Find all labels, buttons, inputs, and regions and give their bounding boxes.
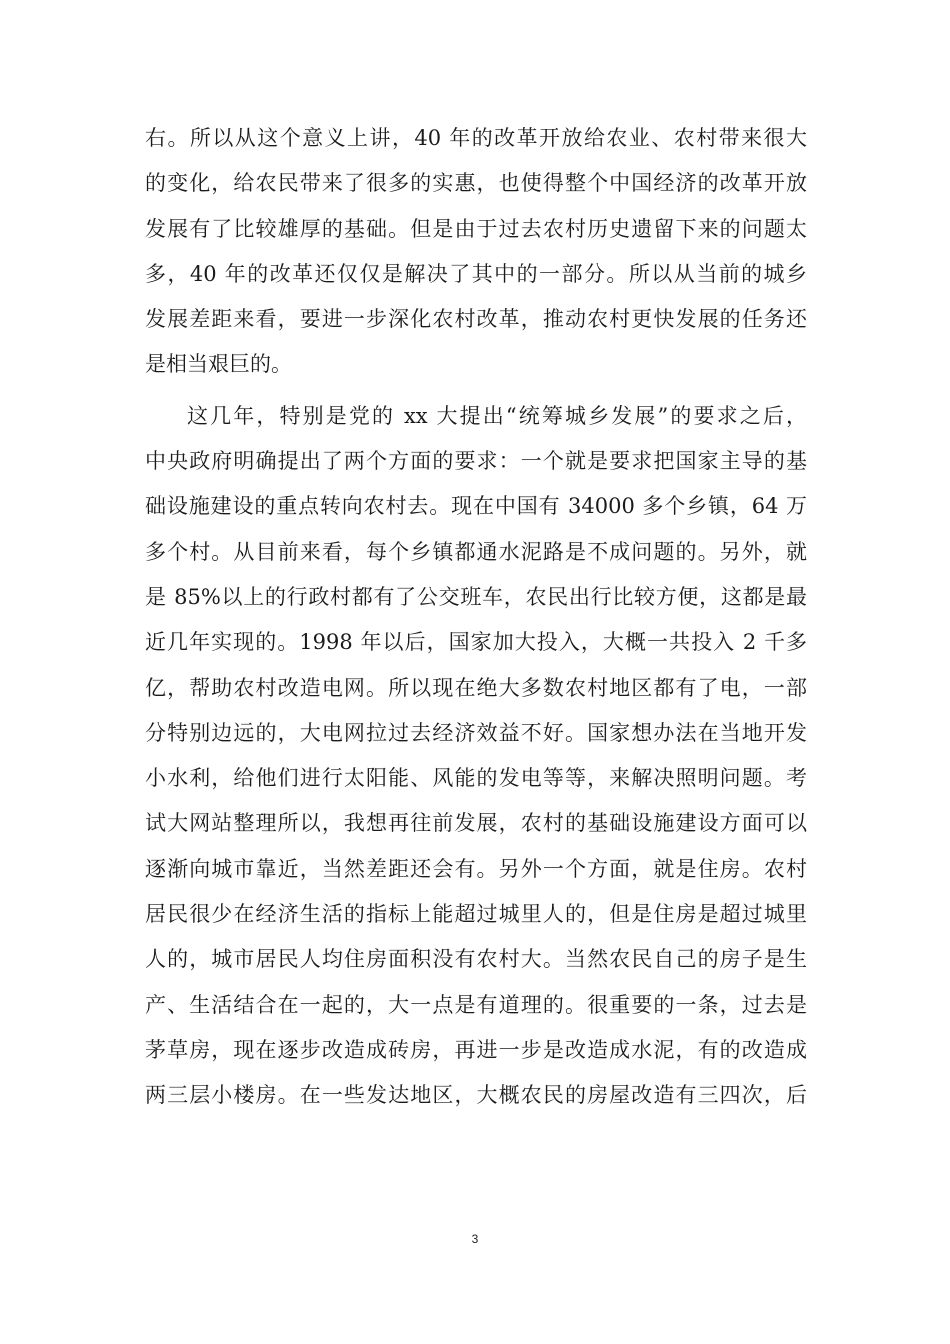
paragraph	[145, 394, 807, 1119]
text-line: 小水利，给他们进行太阳能、风能的发电等等，来解决照明问题。考	[145, 766, 807, 791]
text-line: 多个村。从目前来看，每个乡镇都通水泥路是不成问题的。另外，就	[145, 539, 807, 564]
text-line: 是 85%以上的行政村都有了公交班车，农民出行比较方便，这都是最	[145, 584, 807, 609]
text-line: 两三层小楼房。在一些发达地区，大概农民的房屋改造有三四次，后	[145, 1083, 807, 1108]
text-line: 分特别边远的，大电网拉过去经济效益不好。国家想办法在当地开发	[145, 720, 807, 745]
text-line: 是相当艰巨的。	[145, 352, 292, 377]
text-line: 础设施建设的重点转向农村去。现在中国有 34000 多个乡镇，64 万	[145, 494, 807, 519]
text-line: 发展差距来看，要进一步深化农村改革，推动农村更快发展的任务还	[145, 307, 807, 332]
text-line: 右。所以从这个意义上讲，40 年的改革开放给农业、农村带来很大	[145, 126, 807, 150]
text-line: 居民很少在经济生活的指标上能超过城里人的，但是住房是超过城里	[145, 902, 807, 927]
text-line: 逐渐向城市靠近，当然差距还会有。另外一个方面，就是住房。农村	[145, 856, 807, 881]
text-line: 多，40 年的改革还仅仅是解决了其中的一部分。所以从当前的城乡	[145, 261, 807, 286]
text-line: 这几年，特别是党的 xx 大提出“统筹城乡发展”的要求之后，	[187, 403, 807, 428]
text-line: 近几年实现的。1998 年以后，国家加大投入，大概一共投入 2 千多	[145, 630, 807, 655]
body-text	[145, 116, 807, 1119]
text-line: 茅草房，现在逐步改造成砖房，再进一步是改造成水泥，有的改造成	[145, 1037, 807, 1062]
text-line: 产、生活结合在一起的，大一点是有道理的。很重要的一条，过去是	[145, 992, 807, 1017]
text-line: 亿，帮助农村改造电网。所以现在绝大多数农村地区都有了电，一部	[145, 675, 807, 700]
text-line: 中央政府明确提出了两个方面的要求：一个就是要求把国家主导的基	[145, 449, 807, 474]
paragraph	[145, 116, 807, 388]
text-line: 的变化，给农民带来了很多的实惠，也使得整个中国经济的改革开放	[145, 171, 807, 196]
page-number: 3	[471, 1232, 479, 1246]
text-line: 试大网站整理所以，我想再往前发展，农村的基础设施建设方面可以	[145, 811, 807, 836]
text-line: 发展有了比较雄厚的基础。但是由于过去农村历史遗留下来的问题太	[145, 216, 807, 241]
text-line: 人的，城市居民人均住房面积没有农村大。当然农民自己的房子是生	[145, 947, 807, 972]
